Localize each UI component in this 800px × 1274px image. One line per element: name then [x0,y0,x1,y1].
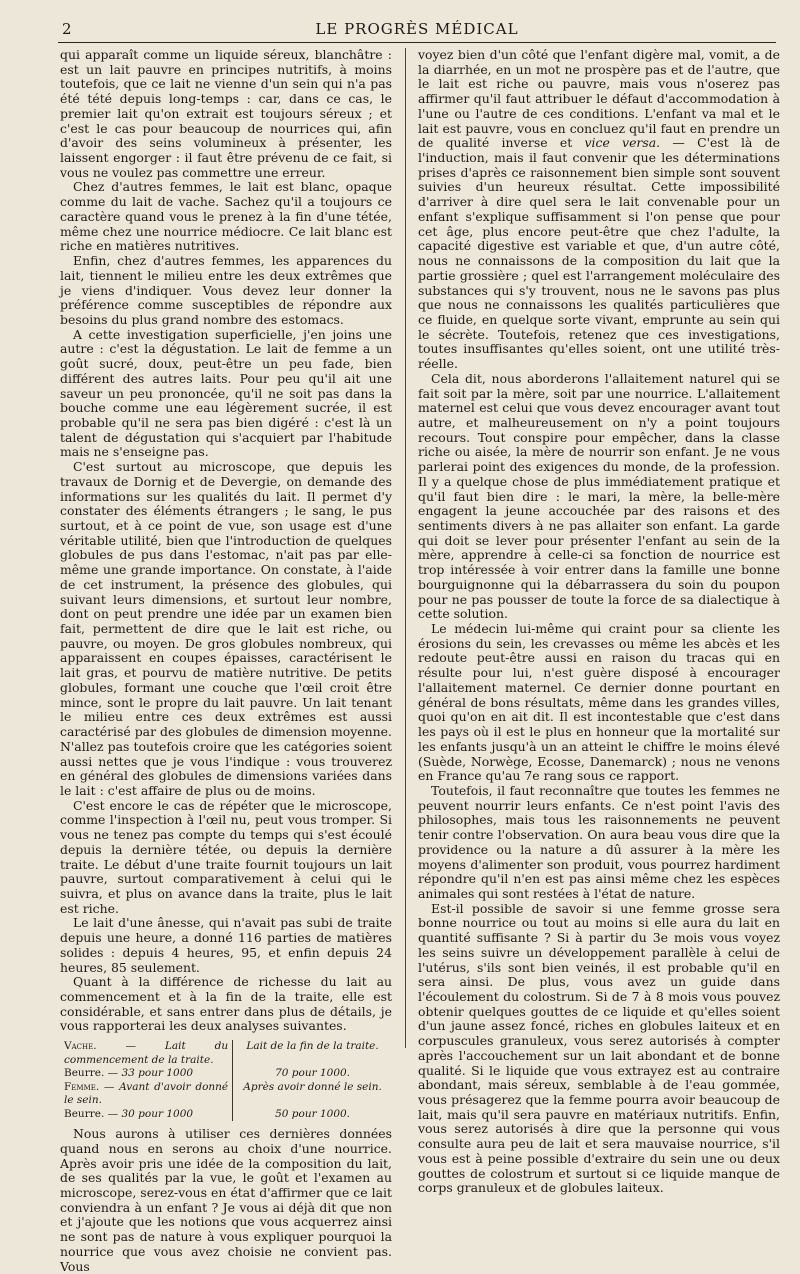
beurre-value: 70 pour 1000. [275,1067,351,1080]
paragraph: Est-il possible de savoir si une femme grosse sera bonne nourrice ou tout au moins si elle aura du lait en quantité suffisante ? Si à partir du 3e mois vous voyez les seins suivre un développement parallèle à celui de l'utérus, s'ils sont bien veinés, il est probable qu'il en sera ainsi. De plus, vous avez un guide dans l'écoulement du colostrum. Si de 7 à 8 mois vous pouvez obtenir quelques gouttes de ce liquide et qu'elles soient d'un jaune assez foncé, riches en globules laiteux et en corpuscules granuleux, vous serez autorisés à compter après l'accouchement sur un lait abondant et de bonne qualité. Si le liquide que vous extrayez est au contraire abondant, mais séreux, semblable à de l'eau gommée, vous présagerez que la femme pourra avoir beaucoup de lait, mais qu'il sera pauvre en matériaux nutritifs. Enfin, vous serez autorisés à dire que la personne qui vous consulte aura peu de lait et sera mauvaise nourrice, s'il vous est à peine possible d'extraire du sein une ou deux gouttes de colostrum et surtout si ce liquide manque de corps granuleux et de globules laiteux. [418,900,780,1196]
paragraph: qui apparaît comme un liquide séreux, blanchâtre : est un lait pauvre en principes nutritifs, à moins toutefois, que ce lait ne vienne d'un sein qui n'a pas été tété depuis long-temps : car, dans ce cas, le premier lait qu'on extrait est toujours séreux ; et c'est le cas pour beaucoup de nourrices qui, afin d'avoir des seins volumineux à présenter, les laissent engorger : il faut être prévenu de ce fait, si vous ne voulez pas commettre une erreur. [60,47,392,180]
table-row [60,1040,392,1067]
paragraph: Le lait d'une ânesse, qui n'avait pas subi de traite depuis une heure, a donné 116 parties de matières solides : depuis 4 heures, 95, et enfin depuis 24 heures, 85 seulement. [60,915,392,975]
table-row [60,1081,392,1108]
page-number: 2 [62,20,72,38]
paragraph: C'est encore le cas de répéter que le microscope, comme l'inspection à l'œil nu, peut vous tromper. Si vous ne tenez pas compte du temps qui s'est écoulé depuis la dernière tétée, ou depuis la dernière traite. Le début d'une traite fournit toujours un lait pauvre, surtout comparativement à celui qui le suivra, et plus on avance dans la traite, plus le lait est riche. [60,797,392,916]
beurre-label: Beurre. [64,1067,105,1080]
paragraph: Quant à la différence de richesse du lait au commencement et à la fin de la traite, elle est considérable, et sans entrer dans plus de détails, je vous rapporterai les deux analyses suivantes. [60,974,392,1034]
column-divider [405,48,406,1048]
emphasis: vice versa. [584,135,661,151]
analysis-label-vache: Vache. [64,1040,97,1053]
analysis-heading: Lait de la fin de la traite. [246,1040,379,1053]
table-row [60,1108,392,1122]
beurre-value: — 33 pour 1000 [107,1067,194,1080]
paragraph: Le médecin lui-même qui craint pour sa cliente les érosions du sein, les crevasses ou même les abcès et les redoute peut-être aussi en raison du tracas qui en résulte pour lui, n'est guère disposé à encourager l'allaitement maternel. Ce dernier donne pourtant en général de bons résultats, même dans les grandes villes, quoi qu'on en ait dit. Il est incontestable que c'est dans les pays où il est le plus en honneur que la mortalité sur les enfants jusqu'à un an atteint le chiffre le moins élevé (Suède, Norwège, Ecosse, Danemarck) ; nous ne venons en France qu'au 7e rang sous ce rapport. [418,621,780,784]
paragraph [418,48,780,372]
text-run: — C'est là de l'induction, mais il faut convenir que les déterminations prises d'après ce raisonnement bien simple sont souvent suivies d'un heureux résultat. Cette impossibilité d'arriver à dire quel sera le lait convenable pour un enfant s'explique suffisamment si l'on pense que pour cet âge, plus encore peut-être que chez l'adulte, la capacité digestive est variable et que, d'un autre côté, nous ne connaissons de la composition du lait que la partie grossière ; quel est l'arrangement moléculaire des substances qui s'y trouvent, nous ne le savons pas plus que nous ne connaissons les qualités particulières que ce fluide, en quelque sorte vivant, emprunte au sein qui le sécrète. Toutefois, retenez que ces investigations, toutes insuffisantes qu'elles soient, ont une utilité très-réelle. [418,135,780,372]
paragraph: Cela dit, nous aborderons l'allaitement naturel qui se fait soit par la mère, soit par une nourrice. L'allaitement maternel est celui que vous devez encourager avant tout autre, et malheureusement on n'y a point toujours recours. Tout conspire pour empêcher, dans la classe riche ou aisée, la mère de nourrir son enfant. Je ne vous parlerai point des exigences du monde, de la profession. Il y a quelque chose de plus immédiatement pratique et qu'il faut bien dire : le mari, la mère, la belle-mère engagent la jeune accouchée par des raisons et des sentiments divers à ne pas allaiter son enfant. La garde qui doit se lever pour présenter l'enfant au sein de la mère, apprendre à celle-ci sa fonction de nourrice est trop intéressée à voir entrer dans la famille une bonne bourguignonne qui la débarrassera du soin du poupon pour ne pas pousser de toute la force de sa dialectique à cette solution. [418,370,780,622]
page-header [58,14,776,43]
paragraph: Toutefois, il faut reconnaître que toutes les femmes ne peuvent nourrir leurs enfants. Ce n'est point l'avis des philosophes, mais tous les raisonnements ne peuvent tenir contre l'observation. On aura beau vous dire que la providence ou la nature a dû assurer à la mère les moyens d'alimenter son produit, vous pourrez hardiment répondre qu'il n'en est pas ainsi même chez les espèces animales qui sont restées à l'état de nature. [418,782,780,901]
beurre-label: Beurre. [64,1107,105,1120]
analysis-heading: Après avoir donné le sein. [243,1080,382,1093]
beurre-value: 50 pour 1000. [275,1107,351,1120]
table-cell [60,1067,233,1081]
table-cell [60,1108,233,1122]
table-cell [60,1040,233,1067]
journal-title: LE PROGRÈS MÉDICAL [315,20,519,38]
paragraph: Nous aurons à utiliser ces dernières données quand nous en serons au choix d'une nourrice. Après avoir pris une idée de la composition du lait, de ses qualités par la vue, le goût et l'examen au microscope, serez-vous en état d'affirmer que ce lait conviendra à un enfant ? Je vous ai déjà dit que non et j'ajoute que les notions que vous acquerrez ainsi ne sont pas de nature à vous expliquer pourquoi la nourrice que vous avez choisie ne convient pas. Vous [60,1126,392,1274]
paragraph: Enfin, chez d'autres femmes, les apparences du lait, tiennent le milieu entre les deux extrêmes que je viens d'indiquer. Vous devez leur donner la préférence comme susceptibles de répondre aux besoins du plus grand nombre des estomacs. [60,253,392,327]
beurre-value: — 30 pour 1000 [107,1107,194,1120]
table-cell [60,1081,233,1108]
text-run: voyez bien d'un côté que l'enfant digère mal, vomit, a de la diarrhée, en un mot ne prospère pas et de l'autre, que le lait est riche ou pauvre, mais vous n'oserez pas affirmer qu'il faut attribuer le défaut d'accommodation à l'une ou l'autre de ces conditions. L'enfant va mal et le lait est pauvre, vous en concluez qu'il faut en prendre un de qualité inverse et [418,47,780,151]
analysis-heading: — Lait du commencement de la traite. [64,1040,229,1066]
paragraph: C'est surtout au microscope, que depuis les travaux de Dornig et de Devergie, on demande des informations sur les qualités du lait. Il permet d'y constater des éléments étrangers ; le sang, le pus surtout, et à ce point de vue, son usage est d'une véritable utilité, bien que l'introduction de quelques globules de pus dans l'estomac, n'ait pas par elle-même une grande importance. On constate, à l'aide de cet instrument, la présence des globules, qui suivant leurs dimensions, et surtout leur nombre, dont on peut prendre une idée par un examen bien fait, permettent de dire que le lait est riche, ou pauvre, ou moyen. De gros globules nombreux, qui apparaissent en coupes épaisses, caractérisent le lait gras, et pourvu de matière nutritive. De petits globules, formant une couche que l'œil croit être mince, sont le propre du lait pauvre. Un lait tenant le milieu entre ces deux extrêmes est aussi caractérisé par des globules de dimension moyenne. N'allez pas toutefois croire que les catégories soient aussi nettes que je vous l'indique : vous trouverez en général des globules de dimensions variées dans le lait : c'est affaire de plus ou de moins. [60,459,392,798]
analysis-heading: — Avant d'avoir donné le sein. [64,1080,229,1107]
table-row [60,1067,392,1081]
milk-analysis-table [60,1040,392,1121]
left-column [60,48,392,1274]
paragraph: Chez d'autres femmes, le lait est blanc, opaque comme du lait de vache. Sachez qu'il a toujours ce caractère quand vous le prenez à la fin d'une tétée, même chez une nourrice médiocre. Ce lait blanc est riche en matières nutritives. [60,179,392,254]
analysis-label-femme: Femme. [64,1080,100,1093]
paragraph: A cette investigation superficielle, j'en joins une autre : c'est la dégustation. Le lait de femme a un goût sucré, doux, peut-être un peu fade, bien différent des autres laits. Pour peu qu'il ait une saveur un peu prononcée, qu'il ne soit pas dans la bouche comme une eau légèrement sucrée, il est probable qu'il ne sera pas bien digéré : c'est là un talent de dégustation qui s'acquiert par l'habitude mais ne s'enseigne pas. [60,326,392,460]
right-column [418,48,780,1196]
